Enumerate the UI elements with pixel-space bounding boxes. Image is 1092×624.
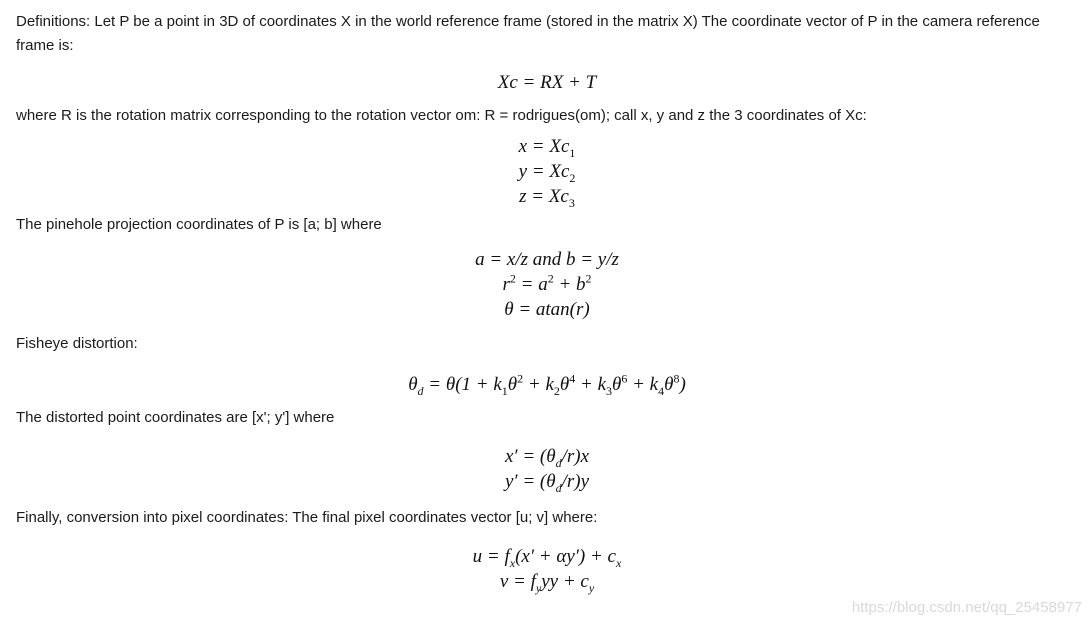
- pixel-equations: [16, 544, 1078, 594]
- yprime-equation: $y' = (\theta_d/r)y$: [504, 471, 589, 495]
- ab-equation: a = x/z and b = y/z: [475, 249, 619, 270]
- definitions-paragraph: Definitions: Let P be a point in 3D of coordinates X in the world reference frame (stored in the matrix X) The coordinate vector of P in the camera reference frame is:: [16, 13, 1040, 54]
- r2-equation: $r^2 = a^2 + b^2$: [502, 271, 592, 295]
- coordinate-equations: [16, 134, 1078, 209]
- v-equation: $v = f_yyy + c_y$: [499, 571, 595, 595]
- pinhole-paragraph: The pinehole projection coordinates of P is [a; b] where: [16, 216, 382, 233]
- distorted-equations: [16, 444, 1078, 494]
- z-equation: $z = Xc_3$: [519, 186, 575, 210]
- theta-equation: θ = atan(r): [504, 299, 590, 320]
- y-equation: $y = Xc_2$: [518, 161, 576, 185]
- pixel-conversion-paragraph: Finally, conversion into pixel coordinates: The final pixel coordinates vector [u; v] where:: [16, 509, 598, 526]
- u-equation: $u = f_x(x' + \alpha y') + c_x$: [472, 546, 622, 570]
- document-body: [16, 10, 1078, 594]
- distorted-paragraph: The distorted point coordinates are [x'; y'] where: [16, 409, 335, 426]
- camera-frame-equation: Xc = RX + T: [497, 72, 597, 93]
- fisheye-paragraph: Fisheye distortion:: [16, 335, 138, 352]
- xprime-equation: $x' = (\theta_d/r)x$: [504, 446, 589, 470]
- x-equation: $x = Xc_1$: [518, 136, 576, 160]
- watermark: https://blog.csdn.net/qq_25458977: [851, 599, 1082, 616]
- fisheye-distortion-equation: $\theta_d = \theta(1 + k_1\theta^2 + k_2\theta^4 + k_3\theta^6 + k_4\theta^8)$: [408, 371, 686, 398]
- pinhole-equations: [16, 247, 1078, 322]
- rotation-paragraph: where R is the rotation matrix corresponding to the rotation vector om: R = rodrigues(om); call x, y and z the 3 coordinates of Xc:: [16, 107, 867, 124]
